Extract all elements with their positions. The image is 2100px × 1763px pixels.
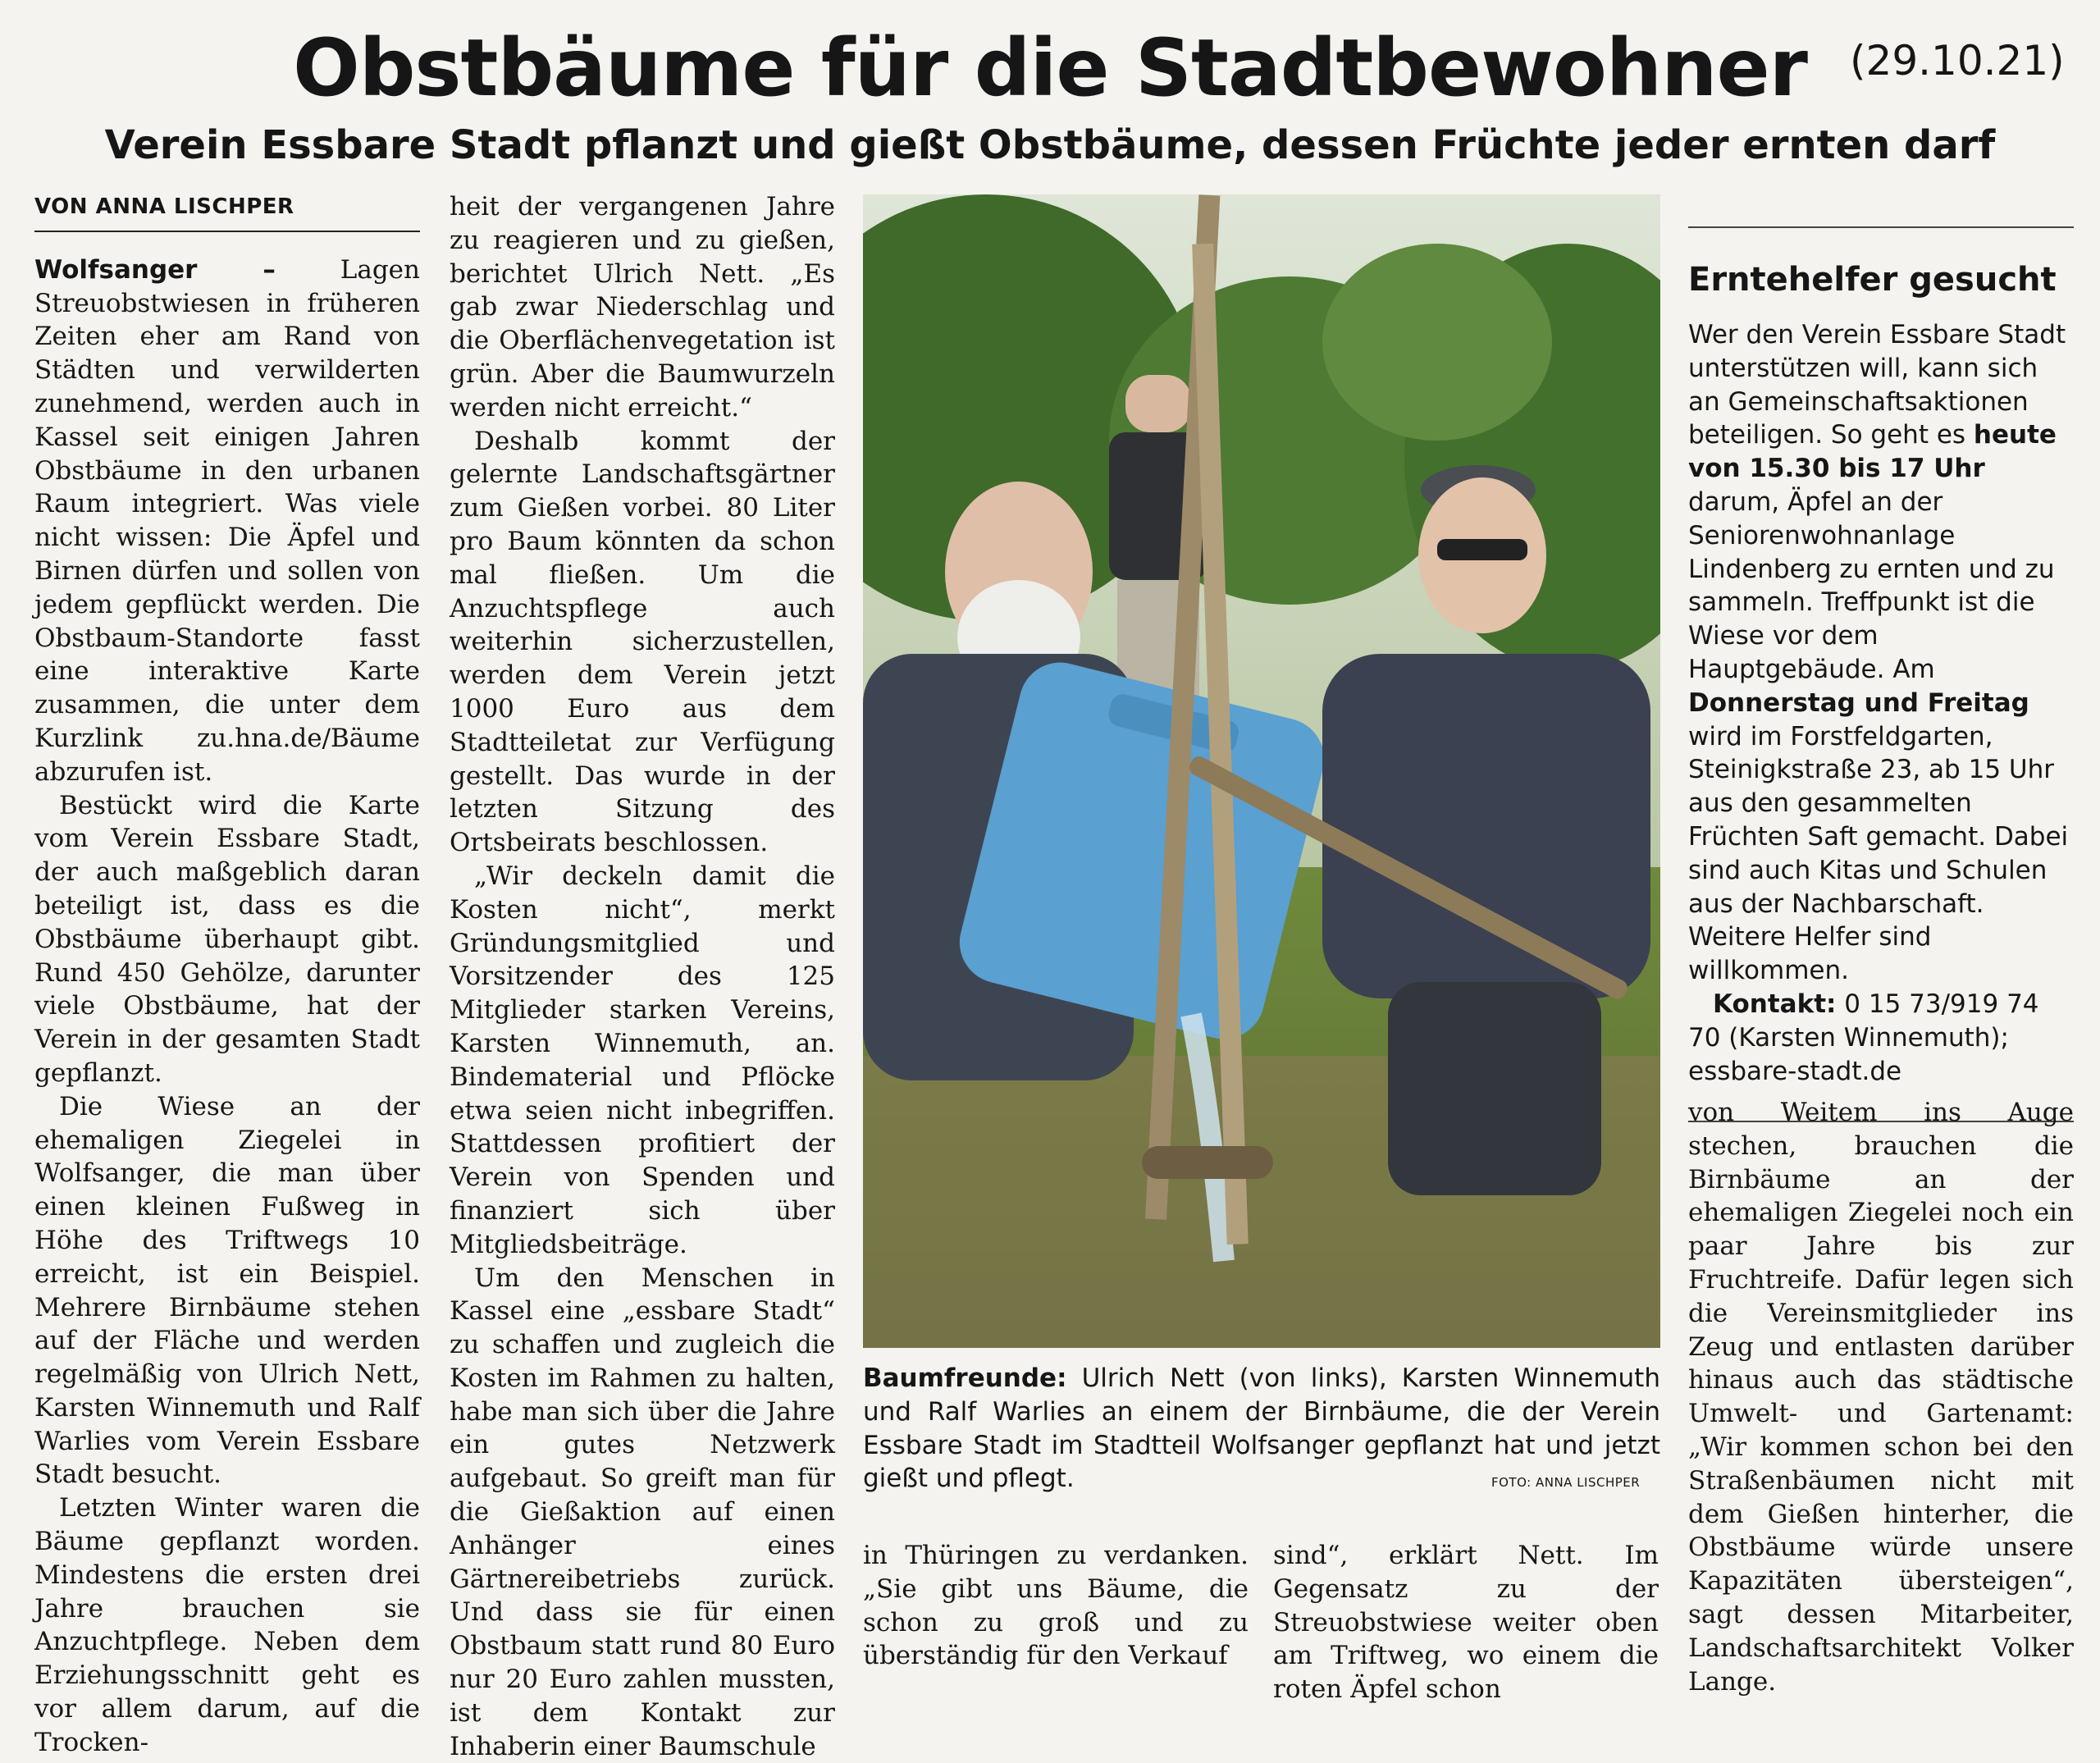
sidebar-highlight: heute von 15.30 bis 17 Uhr xyxy=(1688,420,2057,483)
article-column-4 xyxy=(1273,1539,1659,1706)
article-photo xyxy=(863,194,1660,1348)
article-column-3 xyxy=(863,1539,1249,1673)
paragraph: Die Wiese an der ehemaligen Ziegelei in Wolfsanger, die man über einen kleinen Fußweg in Höhe des Triftwegs 10 erreicht, ist ein Beispiel. Mehrere Birnbäume stehen auf der Fläche und werden regelmäßig von Ulrich Nett, Karsten Winnemuth und Ralf Warlies vom Verein Essbare Stadt besucht. xyxy=(34,1090,420,1492)
contact-text: 0 15 73/919 74 70 (Karsten Winnemuth); essbare-stadt.de xyxy=(1688,989,2039,1086)
sidebar-text: darum, Äpfel an der Seniorenwohnanlage Lindenberg zu ernten und zu sammeln. Treffpunkt ist die Wiese vor dem Hauptgebäude. Am xyxy=(1688,487,2055,684)
paragraph: Bestückt wird die Karte vom Verein Essbare Stadt, der auch maßgeblich daran beteiligt ist, dass es die Obstbäume überhaupt gibt. Rund 450 Gehölze, darunter viele Obstbäume, hat der Verein in der gesamten Stadt gepflanzt. xyxy=(34,789,420,1090)
paragraph: Letzten Winter waren die Bäume gepflanzt worden. Mindestens die ersten drei Jahre brauchen sie Anzuchtpflege. Neben dem Erziehungsschnitt geht es vor allem darum, auf die Trocken- xyxy=(34,1491,420,1759)
paragraph xyxy=(34,253,420,789)
caption-text: Ulrich Nett (von links), Karsten Winnemuth und Ralf Warlies an einem der Birnbäume, die der Verein Essbare Stadt im Stadtteil Wolfsanger gepflanzt hat und jetzt gießt und pflegt. xyxy=(863,1363,1660,1493)
clipping-date: (29.10.21) xyxy=(1850,37,2065,84)
byline: VON ANNA LISCHPER xyxy=(34,190,420,232)
subheadline: Verein Essbare Stadt pflanzt und gießt Obstbäume, dessen Früchte jeder ernten darf xyxy=(0,119,2100,171)
sidebar-highlight: Donnerstag und Freitag xyxy=(1688,688,2029,718)
sidebar-contact xyxy=(1688,988,2074,1088)
photo-credit: FOTO: ANNA LISCHPER xyxy=(1491,1475,1640,1490)
sidebar-box xyxy=(1688,226,2074,1122)
dateline: Wolfsanger – xyxy=(34,255,276,285)
paragraph-text: Lagen Streuobstwiesen in früheren Zeiten eher am Rand von Städten und verwilderten zunehmend, werden auch in Kassel seit einigen Jahren Obstbäume in den urbanen Raum integriert. Was viele nicht wissen: Die Äpfel und Birnen dürfen und sollen von jedem gepflückt werden. Die Obstbaum-Standorte fasst eine interaktive Karte zusammen, die unter dem Kurzlink zu.hna.de/Bäume abzurufen ist. xyxy=(34,255,420,787)
article-column-1 xyxy=(34,190,420,1760)
caption-label: Baumfreunde: xyxy=(863,1363,1066,1393)
photo-illustration xyxy=(863,194,1660,1348)
sidebar-text: wird im Forstfeldgarten, Steinigkstraße 23, ab 15 Uhr aus den gesammelten Früchten Saft gemacht. Dabei sind auch Kitas und Schulen aus der Nachbarschaft. Weitere Helfer sind willkommen. xyxy=(1688,722,2068,986)
paragraph: in Thüringen zu verdanken. „Sie gibt uns Bäume, die schon zu groß und zu überständig für den Verkauf xyxy=(863,1539,1249,1673)
paragraph: Deshalb kommt der gelernte Landschaftsgärtner zum Gießen vorbei. 80 Liter pro Baum könnten da schon mal fließen. Um die Anzuchtspflege auch weiterhin sicherzustellen, werden dem Verein jetzt 1000 Euro aus dem Stadtteiletat zur Verfügung gestellt. Das wurde in der letzten Sitzung des Ortsbeirats beschlossen. xyxy=(450,425,835,860)
sidebar-title: Erntehelfer gesucht xyxy=(1688,259,2074,300)
article-column-5 xyxy=(1688,1096,2074,1698)
paragraph: Um den Menschen in Kassel eine „essbare Stadt“ zu schaffen und zugleich die Kosten im Rahmen zu halten, habe man sich über die Jahre ein gutes Netzwerk aufgebaut. So greift man für die Gießaktion auf einen Anhänger eines Gärtnereibetriebs zurück. Und dass sie für einen Obstbaum statt rund 80 Euro nur 20 Euro zahlen mussten, ist dem Kontakt zur Inhaberin einer Baumschule xyxy=(450,1262,835,1763)
paragraph: „Wir deckeln damit die Kosten nicht“, merkt Gründungsmitglied und Vorsitzender des 125 Mitglieder starken Vereins, Karsten Winnemuth, an. Bindematerial und Pflöcke etwa seien nicht inbegriffen. Stattdessen profitiert der Verein von Spenden und finanziert sich über Mitgliedsbeiträge. xyxy=(450,860,835,1262)
paragraph: sind“, erklärt Nett. Im Gegensatz zu der Streuobstwiese weiter oben am Triftweg, wo einem die roten Äpfel schon xyxy=(1273,1539,1659,1706)
paragraph: heit der vergangenen Jahre zu reagieren und zu gießen, berichtet Ulrich Nett. „Es gab zwar Niederschlag und die Oberflächenvegetation ist grün. Aber die Baumwurzeln werden nicht erreicht.“ xyxy=(450,190,835,425)
paragraph: von Weitem ins Auge stechen, brauchen die Birnbäume an der ehemaligen Ziegelei noch ein paar Jahre bis zur Fruchtreife. Dafür legen sich die Vereinsmitglieder ins Zeug und entlasten darüber hinaus auch das städtische Umwelt- und Gartenamt: „Wir kommen schon bei den Straßenbäumen nicht mit dem Gießen hinterher, die Obstbäume würde unsere Kapazitäten übersteigen“, sagt dessen Mitarbeiter, Landschaftsarchitekt Volker Lange. xyxy=(1688,1096,2074,1698)
contact-label: Kontakt: xyxy=(1713,989,1836,1019)
sidebar-paragraph xyxy=(1688,318,2074,988)
headline: Obstbäume für die Stadtbewohner xyxy=(0,15,2100,121)
sidebar-text: Wer den Verein Essbare Stadt unterstützen will, kann sich an Gemeinschaftsaktionen beteiligen. So geht es xyxy=(1688,320,2066,450)
article-column-2 xyxy=(450,190,835,1763)
